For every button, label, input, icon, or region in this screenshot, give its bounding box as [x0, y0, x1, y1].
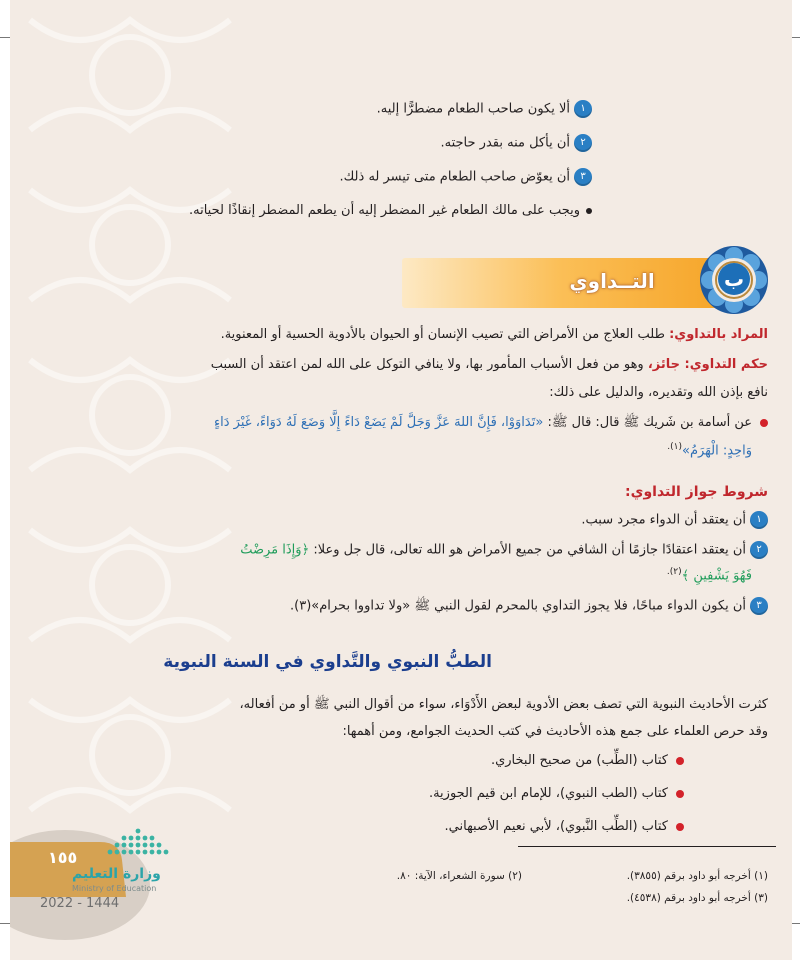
crop-mark — [792, 923, 800, 924]
bullet-icon — [676, 790, 684, 798]
number-badge: ٣ — [574, 168, 592, 186]
list-item: ٢أن يأكل منه بقدر حاجته. — [440, 134, 592, 152]
ministry-name: وزارة التعليم — [72, 866, 161, 882]
list-item: كتاب (الطِّب) من صحيح البخاري. — [491, 753, 684, 768]
conditions-heading: شروط جواز التداوي: — [625, 484, 768, 500]
list-item: ٣أن يعوّض صاحب الطعام متى تيسر له ذلك. — [339, 168, 592, 186]
hadith-line-1: عن أسامة بن شَريك ﷺ قال: قال ﷺ: «تَدَاوَوْا، فَإِنَّ اللهَ عَزَّ وَجَلَّ لَمْ يَضَعْ دَاءً إِلَّا وَضَعَ لَهُ دَوَاءً، غَيْرَ دَاءٍ — [214, 414, 768, 433]
verse-continuation: فَهُوَ يَشْفِينِ ﴾$^{(٢).}$ — [666, 567, 752, 584]
footnote-divider — [518, 846, 776, 847]
number-badge: ٢ — [574, 134, 592, 152]
footnote: (٢) سورة الشعراء، الآية: ٨٠. — [396, 870, 522, 882]
definition — [221, 327, 768, 342]
section-letter: ب — [718, 263, 750, 295]
paragraph-line-1: كثرت الأحاديث النبوية التي تصف بعض الأدوية لبعض الأَدْوَاء، سواء من أقوال النبي ﷺ أو من أفعاله، — [239, 697, 768, 712]
crop-mark — [0, 923, 10, 924]
ministry-logo-icon — [102, 826, 174, 862]
list-item: ١أن يعتقد أن الدواء مجرد سبب. — [581, 511, 768, 529]
ruling-line-1: حكم التداوي: جائز، وهو من فعل الأسباب المأمور بها، ولا ينافي التوكل على الله لمن اعتقد أن السبب — [210, 357, 768, 372]
section-heading: الطبُّ النبوي والتَّداوي في السنة النبوية — [163, 652, 492, 672]
arabesque-ornament — [10, 0, 260, 960]
number-badge: ٣ — [750, 597, 768, 615]
list-item: كتاب (الطِّب النَّبوي)، لأبي نعيم الأصبهاني. — [445, 819, 684, 834]
definition-label: المراد بالتداوي: — [669, 327, 768, 342]
list-item: ١ألا يكون صاحب الطعام مضطرًّا إليه. — [377, 100, 592, 118]
bullet-icon — [676, 823, 684, 831]
textbook-page — [10, 0, 792, 960]
number-badge: ١ — [750, 511, 768, 529]
verse-text: ﴿وَإِذَا مَرِضْتُ — [240, 542, 310, 558]
bullet-icon — [586, 208, 592, 214]
crop-mark — [0, 37, 10, 38]
footnote: (١) أخرجه أبو داود برقم (٣٨٥٥). — [626, 870, 768, 882]
definition-text: طلب العلاج من الأمراض التي تصيب الإنسان أو الحيوان بالأدوية الحسية أو المعنوية. — [220, 327, 665, 342]
section-title: التــداوي — [569, 269, 655, 293]
number-badge: ١ — [574, 100, 592, 118]
list-item: كتاب (الطب النبوي)، للإمام ابن قيم الجوزية. — [429, 786, 684, 801]
ministry-name-en: Ministry of Education — [72, 884, 157, 893]
bullet-note: ويجب على مالك الطعام غير المضطر إليه أن يطعم المضطر إنقاذًا لحياته. — [189, 203, 592, 218]
page-number: ١٥٥ — [48, 848, 78, 867]
hadith-line-2: وَاحِدٍ: الْهَرَمُ»$^{(١).}$ — [667, 442, 752, 459]
ruling-line-2: نافع بإذن الله وتقديره، والدليل على ذلك: — [549, 385, 768, 400]
number-badge: ٢ — [750, 541, 768, 559]
crop-mark — [792, 37, 800, 38]
bullet-icon — [676, 757, 684, 765]
paragraph-line-2: وقد حرص العلماء على جمع هذه الأحاديث في كتب الحديث الجوامع، ومن أهمها: — [342, 724, 768, 739]
footnote: (٣) أخرجه أبو داود برقم (٤٥٣٨). — [626, 892, 768, 904]
edition-year: 2022 - 1444 — [40, 896, 120, 911]
list-item: ٢أن يعتقد اعتقادًا جازمًا أن الشافي من جميع الأمراض هو الله تعالى، قال جل وعلا: ﴿وَإِذَا مَرِضْتُ — [240, 541, 768, 559]
list-item: ٣أن يكون الدواء مباحًا، فلا يجوز التداوي بالمحرم لقول النبي ﷺ «ولا تداووا بحرام»(٣). — [290, 597, 768, 617]
ruling-label: حكم التداوي: جائز، — [647, 357, 768, 372]
bullet-icon — [760, 419, 768, 427]
